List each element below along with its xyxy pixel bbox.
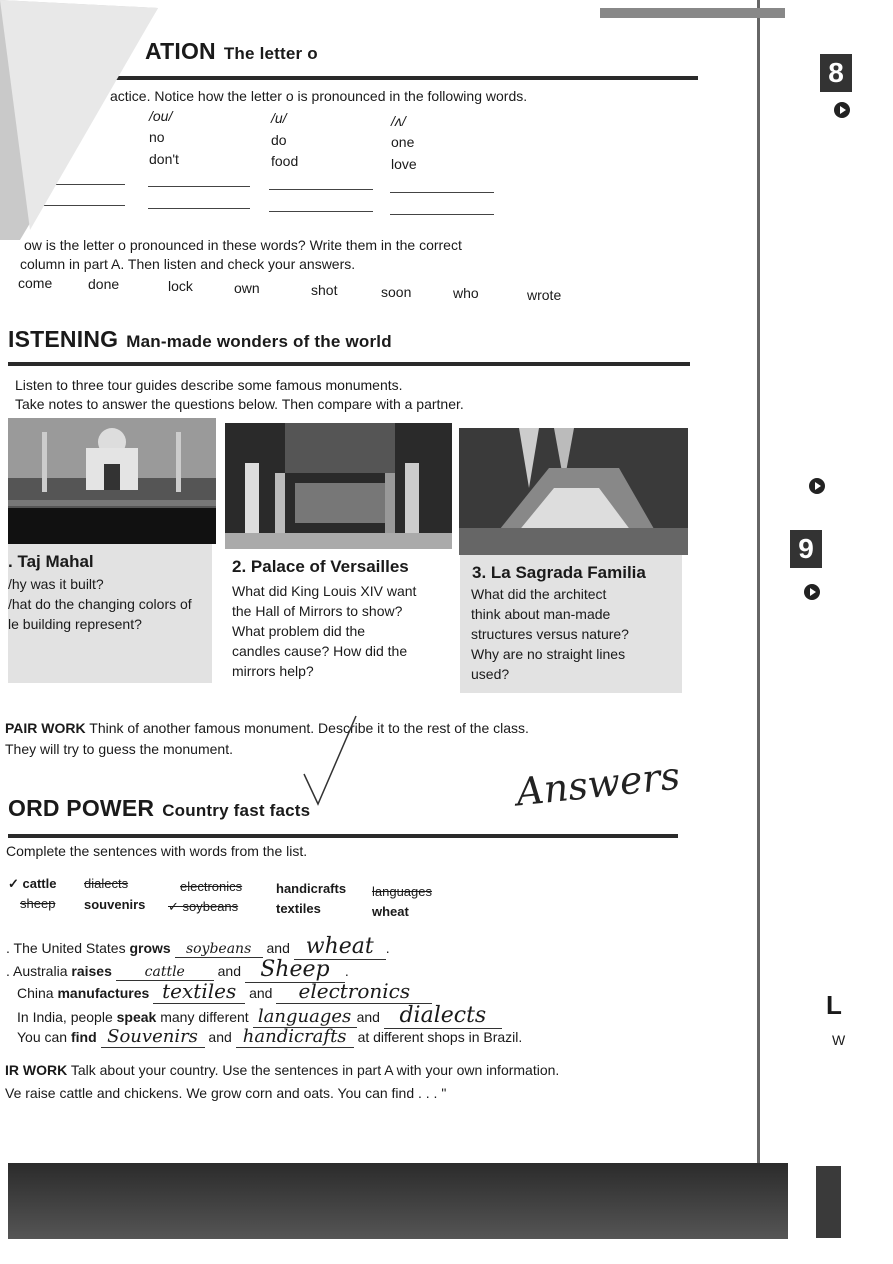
pronunciation-rule: [110, 76, 698, 80]
col2-word2: food: [271, 153, 299, 169]
pair-work-1-text1: Think of another famous monument. Describe it to the rest of the class.: [89, 720, 529, 736]
pronunciation-instruction-b1: ow is the letter o pronounced in these words? Write them in the correct: [24, 237, 462, 253]
word-list-item: textiles: [276, 901, 321, 916]
word-item: lock: [168, 278, 193, 294]
sagrada-familia-title: 3. La Sagrada Familia: [472, 563, 646, 582]
sentence-start: In India, people: [17, 1009, 113, 1025]
word-item: shot: [311, 282, 338, 298]
unit-8-badge: 8: [820, 54, 852, 92]
sentence-verb: speak: [116, 1009, 157, 1025]
listening-rule: [8, 362, 690, 366]
handwritten-answers: Answers: [514, 753, 682, 815]
word-list-item: handicrafts: [276, 881, 347, 896]
versailles-photo: [225, 423, 452, 549]
col3-symbol: /ʌ/: [391, 113, 406, 129]
audio-play-icon[interactable]: [834, 102, 850, 118]
sagrada-familia-photo: [459, 428, 688, 555]
answer-line[interactable]: [148, 208, 250, 209]
col1-word1: no: [149, 129, 165, 145]
listening-heading: [8, 326, 392, 353]
sentence-end: at different shops in Brazil.: [357, 1029, 523, 1045]
sentence-verb: grows: [129, 940, 171, 956]
sentence-and: and: [356, 1009, 380, 1025]
sagrada-familia-questions: What did the architect think about man-made structures versus nature? Why are no straight lines used?: [471, 586, 629, 682]
sentence-end: .: [344, 963, 349, 979]
sagrada-familia-image: [459, 428, 688, 555]
word-power-title: ORD POWER: [8, 795, 155, 821]
answer-blank[interactable]: cattle: [116, 964, 214, 981]
col2-word1: do: [271, 132, 287, 148]
answer-line[interactable]: [148, 186, 250, 187]
word-power-subtitle: Country fast facts: [162, 801, 311, 820]
col3-word1: one: [391, 134, 415, 150]
word-power-instruction: Complete the sentences with words from the list.: [6, 843, 308, 859]
audio-play-icon[interactable]: [804, 584, 820, 600]
sentence-and: and: [217, 963, 241, 979]
edge-text-2: W: [832, 1032, 846, 1048]
word-item: wrote: [527, 287, 562, 303]
page-edge-shadow: [757, 0, 760, 1180]
taj-mahal-image: [8, 418, 216, 544]
listening-instruction-1: Listen to three tour guides describe some famous monuments.: [15, 377, 403, 393]
pair-work-2-line1: [5, 1062, 559, 1078]
word-item: who: [453, 285, 479, 301]
answer-blank[interactable]: Souvenirs: [101, 1026, 205, 1048]
unit-9-badge: 9: [790, 530, 822, 568]
sentence-and: and: [249, 985, 273, 1001]
col3-word2: love: [391, 156, 417, 172]
word-list-item: wheat: [372, 904, 409, 919]
word-list-item: ✓ cattle: [8, 876, 57, 891]
versailles-title: 2. Palace of Versailles: [232, 557, 409, 576]
taj-mahal-questions: /hy was it built? /hat do the changing colors of le building represent?: [8, 576, 192, 632]
word-item: own: [234, 280, 260, 296]
answer-line[interactable]: [269, 211, 373, 212]
sentence-verb: manufactures: [57, 985, 150, 1001]
pair-work-1-label: PAIR WORK: [5, 720, 86, 736]
versailles-questions: What did King Louis XIV want the Hall of Mirrors to show? What problem did the candles cause? How did the mirrors help?: [232, 583, 417, 679]
answer-blank[interactable]: textiles: [153, 979, 245, 1004]
word-list-item: ✓ soybeans: [168, 899, 239, 914]
pair-work-1-line2: They will try to guess the monument.: [5, 741, 233, 757]
listening-subtitle: Man-made wonders of the world: [126, 332, 392, 351]
sentence-pre: many different: [160, 1009, 249, 1025]
pair-work-2-line2: Ve raise cattle and chickens. We grow corn and oats. You can find . . . ": [5, 1085, 447, 1101]
sentence-and: and: [266, 940, 290, 956]
sentence-start: China: [17, 985, 54, 1001]
pronunciation-heading: [145, 38, 318, 65]
pronunciation-title: ATION: [145, 38, 216, 64]
word-list-item: electronics: [180, 879, 243, 894]
sentence-verb: find: [70, 1029, 97, 1045]
sentence-3: [17, 979, 432, 1004]
answer-blank[interactable]: Sheep: [245, 957, 345, 983]
pair-work-1-line1: [5, 720, 529, 736]
pair-work-2-label: IR WORK: [5, 1062, 68, 1078]
taj-mahal-title: . Taj Mahal: [8, 552, 94, 571]
sentence-start: . Australia: [6, 963, 68, 979]
answer-line[interactable]: [390, 192, 494, 193]
pronunciation-instruction-b2: column in part A. Then listen and check your answers.: [20, 256, 356, 272]
answer-line[interactable]: [390, 214, 494, 215]
pronunciation-subtitle: The letter o: [223, 44, 318, 63]
answer-blank[interactable]: languages: [253, 1006, 357, 1028]
audio-play-icon[interactable]: [809, 478, 825, 494]
pronunciation-instruction-a: actice. Notice how the letter o is pronounced in the following words.: [110, 88, 528, 104]
answer-blank[interactable]: wheat: [294, 934, 386, 960]
bottom-band-right: [816, 1166, 841, 1238]
bottom-band: [8, 1163, 788, 1239]
listening-title: ISTENING: [8, 326, 119, 352]
word-item: come: [18, 275, 53, 291]
word-list-item: sheep: [20, 896, 56, 911]
col2-symbol: /u/: [271, 110, 287, 126]
pair-work-2-text1: Talk about your country. Use the sentences in part A with your own information.: [70, 1062, 560, 1078]
listening-instruction-2: Take notes to answer the questions below. Then compare with a partner.: [15, 396, 464, 412]
sentence-start: You can: [17, 1029, 68, 1045]
edge-text-1: L: [826, 990, 842, 1020]
versailles-image: [225, 423, 452, 549]
word-power-rule: [8, 834, 678, 838]
answer-blank[interactable]: electronics: [276, 979, 432, 1004]
word-list-item: dialects: [84, 876, 129, 891]
answer-blank[interactable]: handicrafts: [236, 1026, 354, 1048]
sentence-and: and: [208, 1029, 232, 1045]
word-power-heading: [8, 795, 310, 822]
word-item: soon: [381, 284, 412, 300]
word-list-item: souvenirs: [84, 897, 146, 912]
sentence-verb: raises: [71, 963, 112, 979]
answer-blank[interactable]: soybeans: [175, 941, 263, 958]
sentence-start: . The United States: [6, 940, 126, 956]
answer-line[interactable]: [269, 189, 373, 190]
word-list-item: languages: [372, 884, 432, 899]
sentence-end: .: [385, 940, 390, 956]
top-border: [600, 8, 785, 18]
word-item: done: [88, 276, 120, 292]
col1-symbol: /ou/: [149, 108, 173, 124]
col1-word2: don't: [149, 151, 179, 167]
taj-mahal-photo: [8, 418, 216, 544]
answer-blank[interactable]: dialects: [384, 1003, 502, 1029]
sentence-5: [17, 1026, 522, 1048]
folded-corner-shadow: [0, 0, 160, 270]
